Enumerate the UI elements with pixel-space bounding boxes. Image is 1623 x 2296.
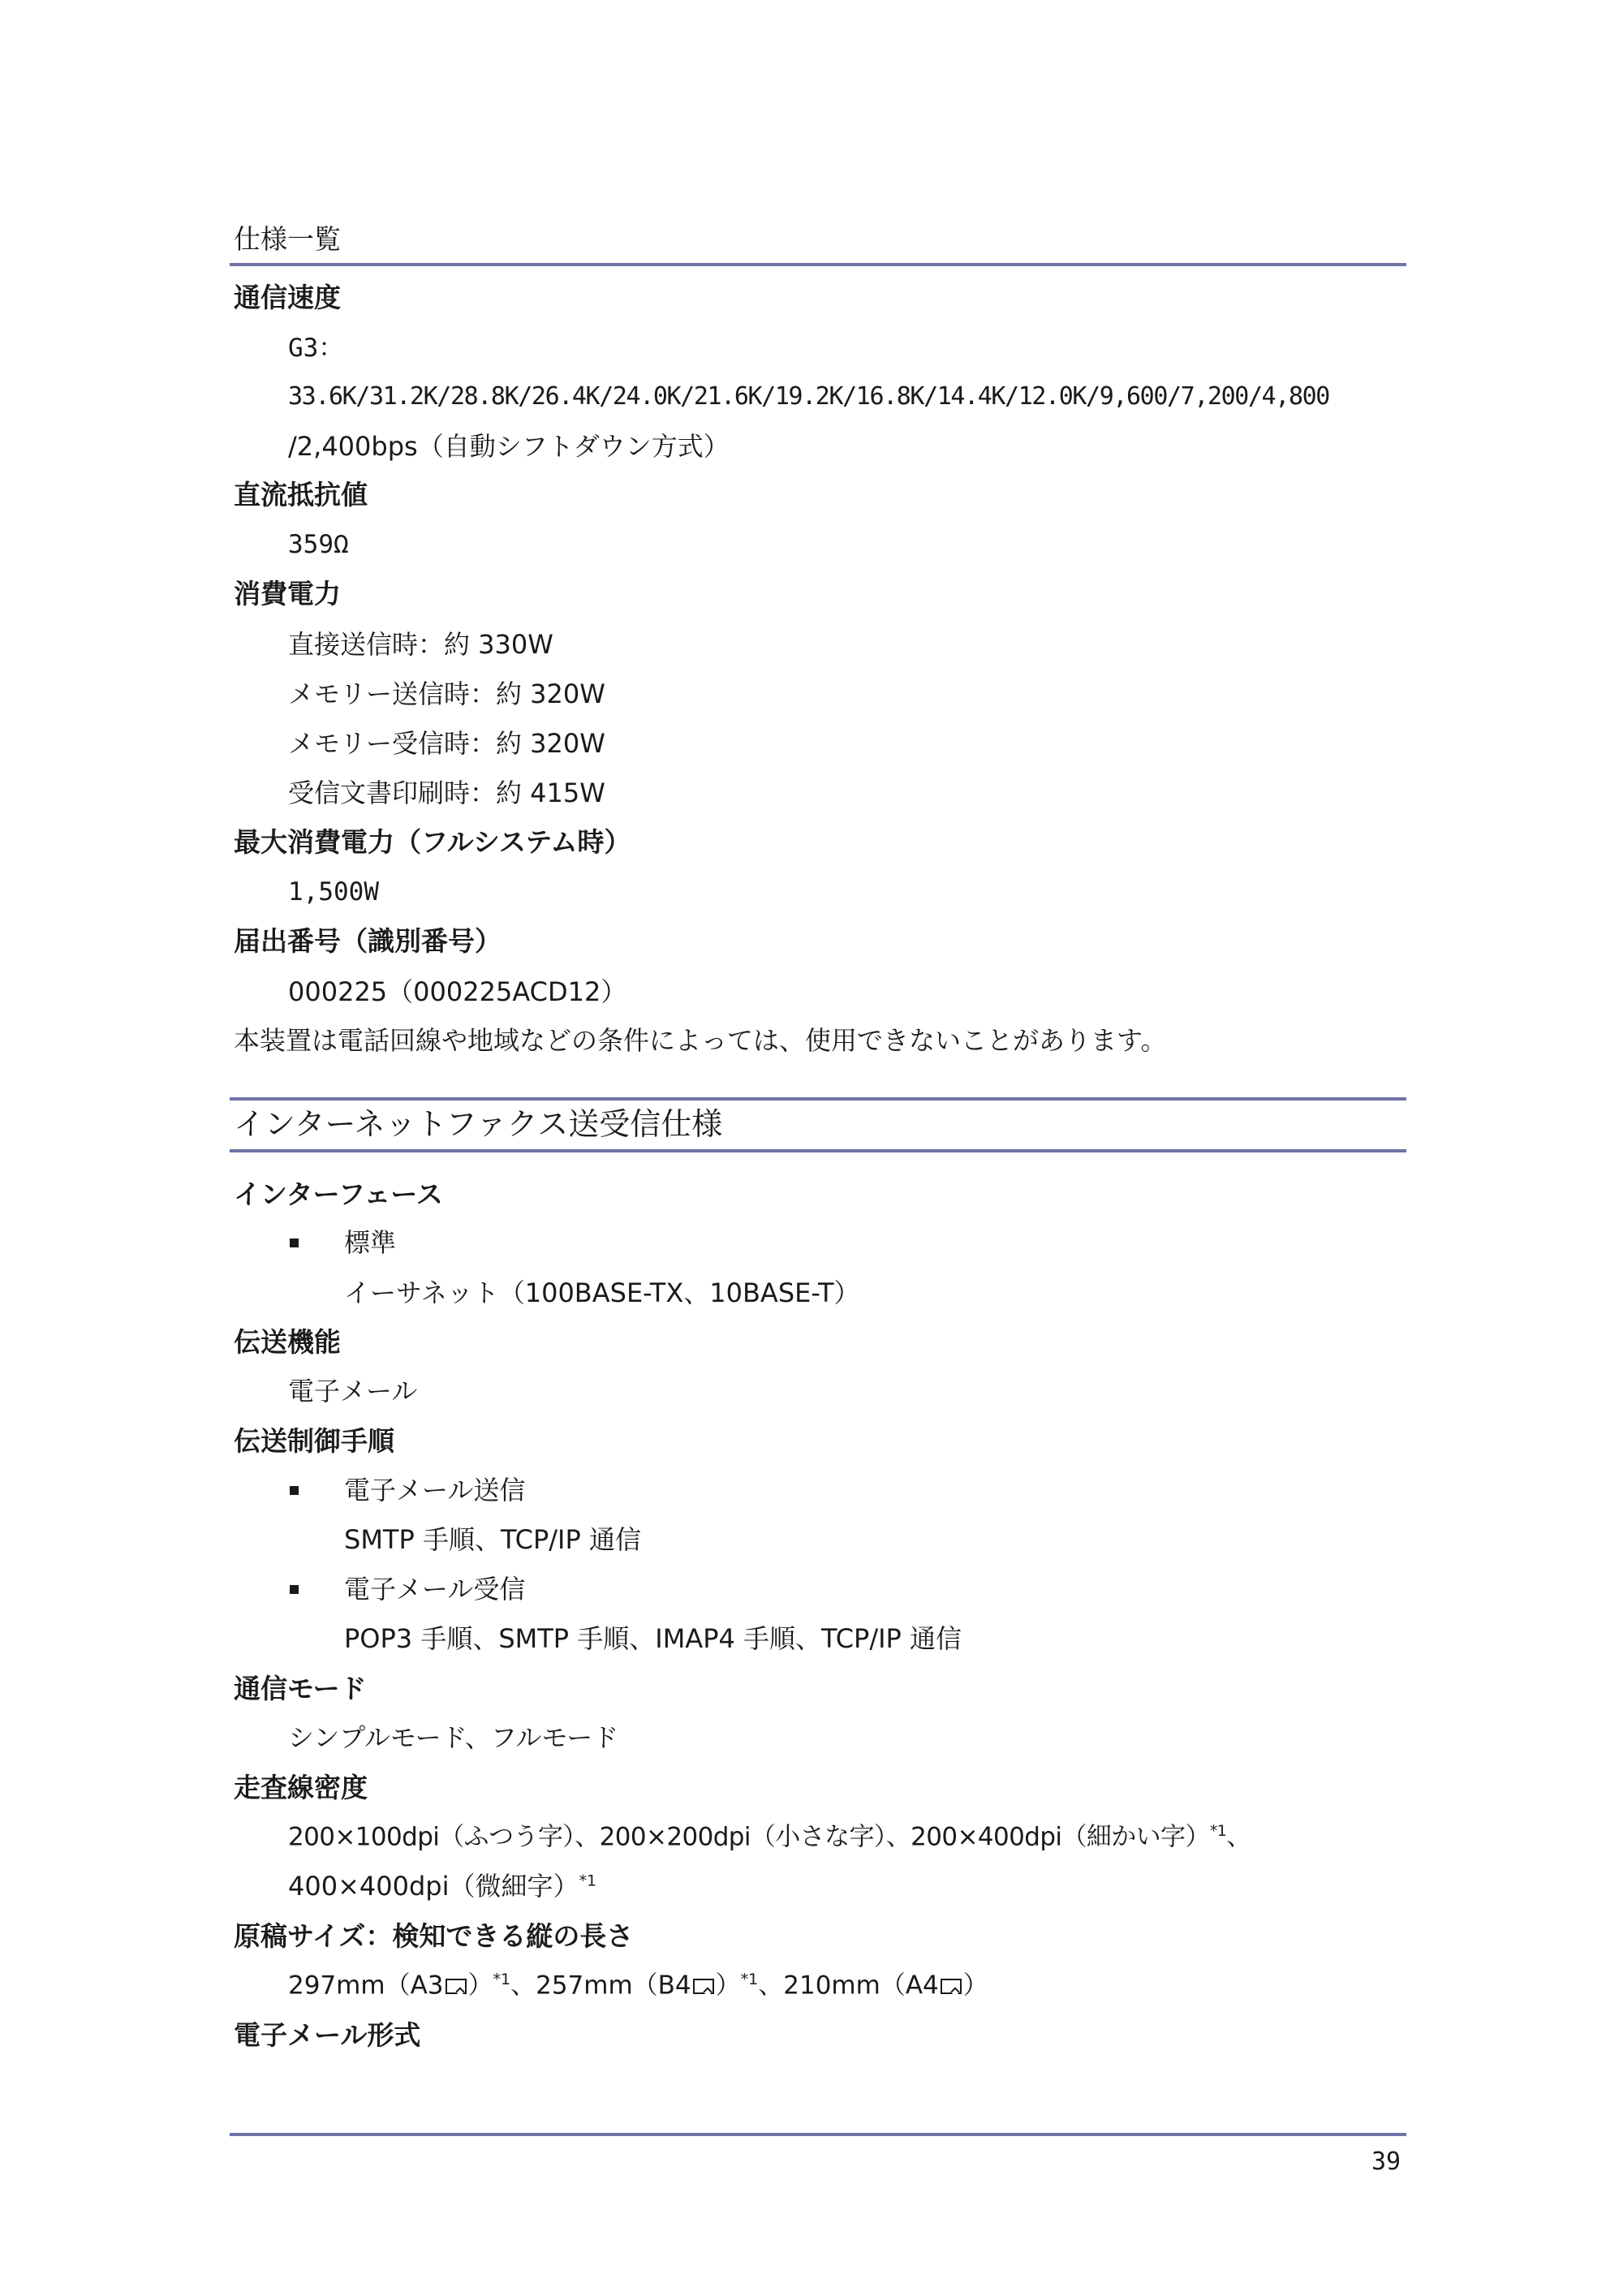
footnote-marker: *1 [579,1872,597,1890]
heading-doc-size: 原稿サイズ：検知できる縦の長さ [234,1920,634,1952]
doc-size-close: ） [962,1971,988,2001]
density-line-1-end: 、 [1226,1822,1251,1852]
dc-resistance-value: 359Ω [288,530,349,559]
section-rule-top [230,1097,1406,1101]
footer-rule [230,2133,1406,2136]
density-line-1-text: 200×100dpi（ふつう字）、200×200dpi（小さな字）、200×400dpi（細かい字） [288,1822,1210,1852]
power-item: メモリー送信時：約 320W [288,678,605,709]
interface-detail: イーサネット（100BASE-TX、10BASE-T） [344,1277,860,1308]
footnote-marker: *1 [493,1971,511,1988]
g3-label: G3： [288,334,344,363]
bullet-marker [290,1238,299,1247]
bullet-marker [290,1585,299,1594]
doc-size-close: ） [715,1971,741,2001]
density-line-1 [288,1824,1251,1850]
heading-control: 伝送制御手順 [234,1425,394,1457]
heading-power: 消費電力 [234,578,341,610]
heading-email-format: 電子メール形式 [234,2019,421,2051]
heading-registration: 届出番号（識別番号） [234,925,502,957]
doc-size-a3: 297mm（A3 [288,1971,444,2001]
control-send-detail: SMTP 手順、TCP/IP 通信 [344,1524,641,1555]
landscape-orientation-icon [941,1979,962,1994]
page-number: 39 [1371,2147,1401,2176]
mode-value: シンプルモード、フルモード [288,1722,619,1753]
heading-mode: 通信モード [234,1673,367,1704]
heading-density: 走査線密度 [234,1772,368,1803]
density-line-2-text: 400×400dpi（微細字） [288,1871,579,1902]
heading-interface: インターフェース [234,1178,443,1210]
landscape-orientation-icon [446,1979,467,1994]
doc-size-a4: 、210mm（A4 [758,1971,939,2001]
power-item: 受信文書印刷時：約 415W [288,778,605,808]
landscape-orientation-icon [693,1979,714,1994]
speeds-line-2: /2,400bps（自動シフトダウン方式） [288,431,730,462]
doc-size-close: ） [467,1971,493,2001]
footnote-marker: *1 [1209,1822,1227,1840]
section-title-spec-list: 仕様一覧 [234,223,341,255]
control-recv-detail: POP3 手順、SMTP 手順、IMAP4 手順、TCP/IP 通信 [344,1623,962,1654]
section-rule [230,263,1406,266]
section-title-internet-fax: インターネットファクス送受信仕様 [234,1106,723,1142]
heading-max-power: 最大消費電力（フルシステム時） [234,826,631,858]
power-item: メモリー受信時：約 320W [288,728,605,759]
heading-dc-resistance: 直流抵抗値 [234,479,368,510]
doc-size-values [288,1971,988,2001]
heading-transmission: 伝送機能 [234,1326,341,1358]
transmission-value: 電子メール [288,1376,418,1406]
doc-size-b4: 、257mm（B4 [510,1971,691,2001]
interface-bullet: 標準 [344,1227,397,1258]
registration-value: 000225（000225ACD12） [288,976,627,1007]
speeds-line-1: 33.6K/31.2K/28.8K/26.4K/24.0K/21.6K/19.2K/16.8K/14.4K/12.0K/9,600/7,200/4,800 [288,382,1329,411]
usage-note: 本装置は電話回線や地域などの条件によっては、使用できないことがあります。 [234,1025,1167,1056]
footnote-marker: *1 [740,1971,759,1988]
density-line-2 [288,1871,597,1902]
heading-comm-speed: 通信速度 [234,282,341,313]
control-send-bullet: 電子メール送信 [344,1475,526,1506]
power-item: 直接送信時：約 330W [288,629,553,660]
section-rule-bottom [230,1149,1406,1152]
bullet-marker [290,1486,299,1495]
max-power-value: 1,500W [288,877,379,907]
control-recv-bullet: 電子メール受信 [344,1574,526,1605]
